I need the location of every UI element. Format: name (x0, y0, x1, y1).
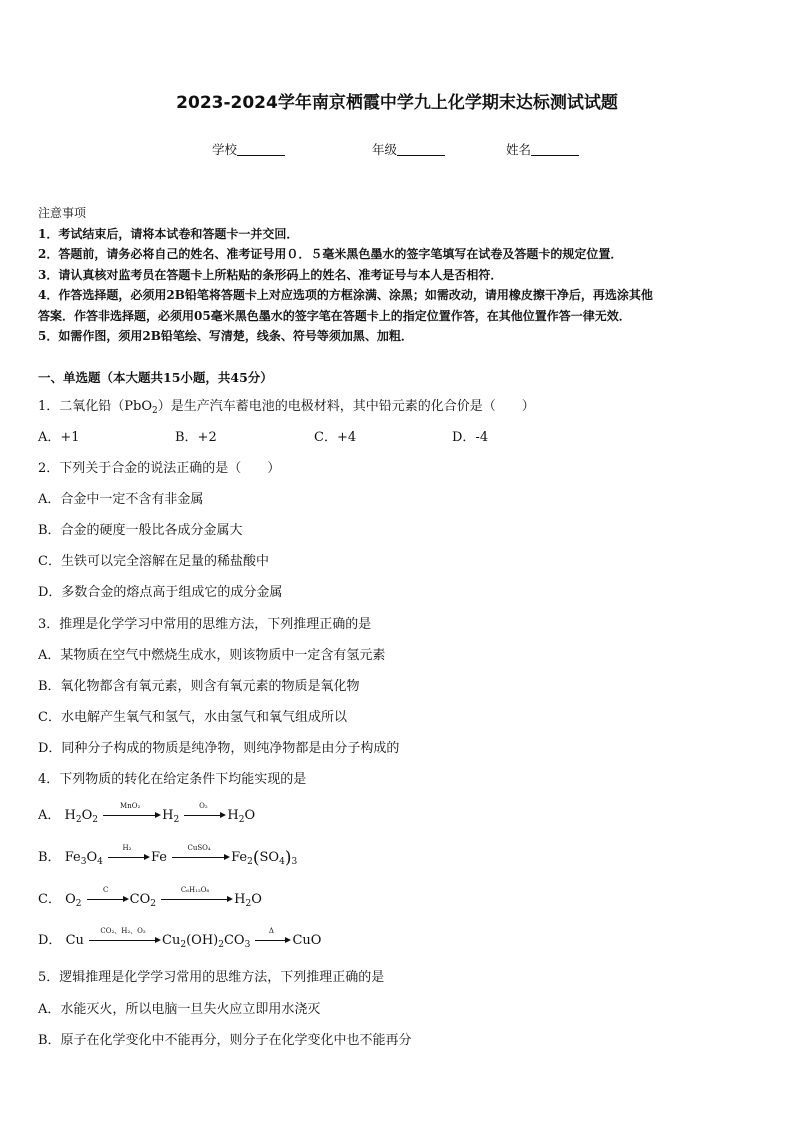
notice-item: 3．请认真核对监考员在答题卡上所粘贴的条形码上的姓名、准考证号与本人是否相符． (38, 267, 503, 282)
reaction-condition: C (102, 886, 109, 894)
q4-option-b[interactable]: B． $Fe_3O_4$ H₂ Fe CuSO₄ $Fe_2(SO_4)_3$ (38, 844, 298, 868)
reaction-arrow (184, 802, 226, 820)
option-letter: B． (38, 850, 61, 865)
grade-field (372, 140, 445, 158)
reaction-condition: CuSO₄ (187, 844, 211, 852)
section-heading: 一、单选题（本大题共15小题，共45分） (38, 370, 273, 385)
q3-option-a[interactable]: A．某物质在空气中燃烧生成水，则该物质中一定含有氢元素 (38, 648, 386, 663)
exam-title: 2023-2024学年南京栖霞中学九上化学期末达标测试试题 (176, 93, 618, 113)
q1-stem-part: ）是生产汽车蓄电池的电极材料，其中铅元素的化合价是（ ） (157, 399, 535, 414)
option-letter: A． (38, 808, 61, 823)
q1-subscript: 2 (152, 406, 158, 416)
q2-option-d[interactable]: D．多数合金的熔点高于组成它的成分金属 (38, 585, 283, 600)
reaction-arrow (255, 927, 291, 945)
reaction-arrow (103, 802, 161, 820)
q5-option-b[interactable]: B．原子在化学变化中不能再分，则分子在化学变化中也不能再分 (38, 1033, 412, 1048)
question-1-stem (38, 395, 535, 416)
grade-blank (397, 143, 445, 156)
reaction-condition: MnO₂ (120, 802, 141, 810)
reaction-condition: CO₂、H₂、O₂ (100, 927, 146, 935)
q1-option-c[interactable]: C．+4 (314, 430, 357, 445)
reaction-condition: C₆H₁₂O₆ (180, 886, 210, 894)
reaction-arrow (108, 844, 150, 862)
q5-option-a[interactable]: A．水能灭火，所以电脑一旦失火应立即用水浇灭 (38, 1002, 321, 1017)
question-5-stem: 5．逻辑推理是化学学习常用的思维方法，下列推理正确的是 (38, 970, 385, 985)
notice-item: 1．考试结束后，请将本试卷和答题卡一并交回． (38, 226, 299, 241)
q3-option-c[interactable]: C．水电解产生氧气和氢气，水由氢气和氧气组成所以 (38, 710, 347, 725)
notice-item: 4．作答选择题，必须用2B铅笔将答题卡上对应选项的方框涂满、涂黑；如需改动，请用橡皮擦干净后，再选涂其他 (38, 288, 653, 302)
reaction-arrow (89, 927, 161, 945)
q1-stem-part: 1．二氧化铅（PbO (38, 399, 152, 414)
q4-option-c[interactable]: C． $O_2$ C $CO_2$ C₆H₁₂O₆ $H_2O$ (38, 886, 262, 909)
option-letter: C． (38, 892, 61, 907)
q3-option-d[interactable]: D．同种分子构成的物质是纯净物，则纯净物都是由分子构成的 (38, 741, 400, 756)
option-letter: D． (38, 933, 62, 948)
grade-label: 年级 (372, 142, 398, 157)
notice-item: 5．如需作图，须用2B铅笔绘、写清楚，线条、符号等须加黑、加粗． (38, 329, 413, 343)
notice-item: 答案．作答非选择题，必须用05毫米黑色墨水的签字笔在答题卡上的指定位置作答，在其他位置作答一律无效． (38, 308, 631, 323)
question-2-stem: 2．下列关于合金的说法正确的是（ ） (38, 461, 281, 476)
school-blank (237, 143, 285, 156)
reaction-condition: H₂ (122, 844, 132, 852)
question-4-stem: 4．下列物质的转化在给定条件下均能实现的是 (38, 772, 307, 787)
notice-heading: 注意事项 (38, 206, 87, 220)
reaction-condition: Δ (268, 927, 274, 935)
q1-option-b[interactable]: B．+2 (175, 430, 217, 445)
question-3-stem: 3．推理是化学学习中常用的思维方法，下列推理正确的是 (38, 617, 372, 632)
name-field (506, 140, 579, 158)
school-field (212, 140, 285, 158)
q2-option-a[interactable]: A．合金中一定不含有非金属 (38, 492, 204, 507)
name-blank (531, 143, 579, 156)
reaction-arrow (161, 886, 233, 904)
reaction-condition: O₂ (199, 802, 208, 810)
q3-option-b[interactable]: B．氧化物都含有氧元素，则含有氧元素的物质是氧化物 (38, 679, 360, 694)
q2-option-b[interactable]: B．合金的硬度一般比各成分金属大 (38, 523, 243, 538)
q4-option-d[interactable]: D． Cu CO₂、H₂、O₂ $Cu_2(OH)_2CO_3$ Δ CuO (38, 927, 322, 950)
name-label: 姓名 (506, 142, 532, 157)
notice-item: 2．答题前，请务必将自己的姓名、准考证号用０．５毫米黑色墨水的签字笔填写在试卷及答题卡的规定位置． (38, 247, 623, 261)
q2-option-c[interactable]: C．生铁可以完全溶解在足量的稀盐酸中 (38, 554, 269, 569)
school-label: 学校 (212, 142, 238, 157)
reaction-arrow (87, 886, 129, 904)
reaction-arrow (172, 844, 230, 862)
q4-option-a[interactable]: A． $H_2O_2$ MnO₂ $H_2$ O₂ $H_2O$ (38, 802, 256, 825)
q1-option-a[interactable]: A．+1 (38, 430, 80, 445)
notice-block (38, 203, 758, 347)
q1-option-d[interactable]: D．-4 (452, 430, 489, 445)
